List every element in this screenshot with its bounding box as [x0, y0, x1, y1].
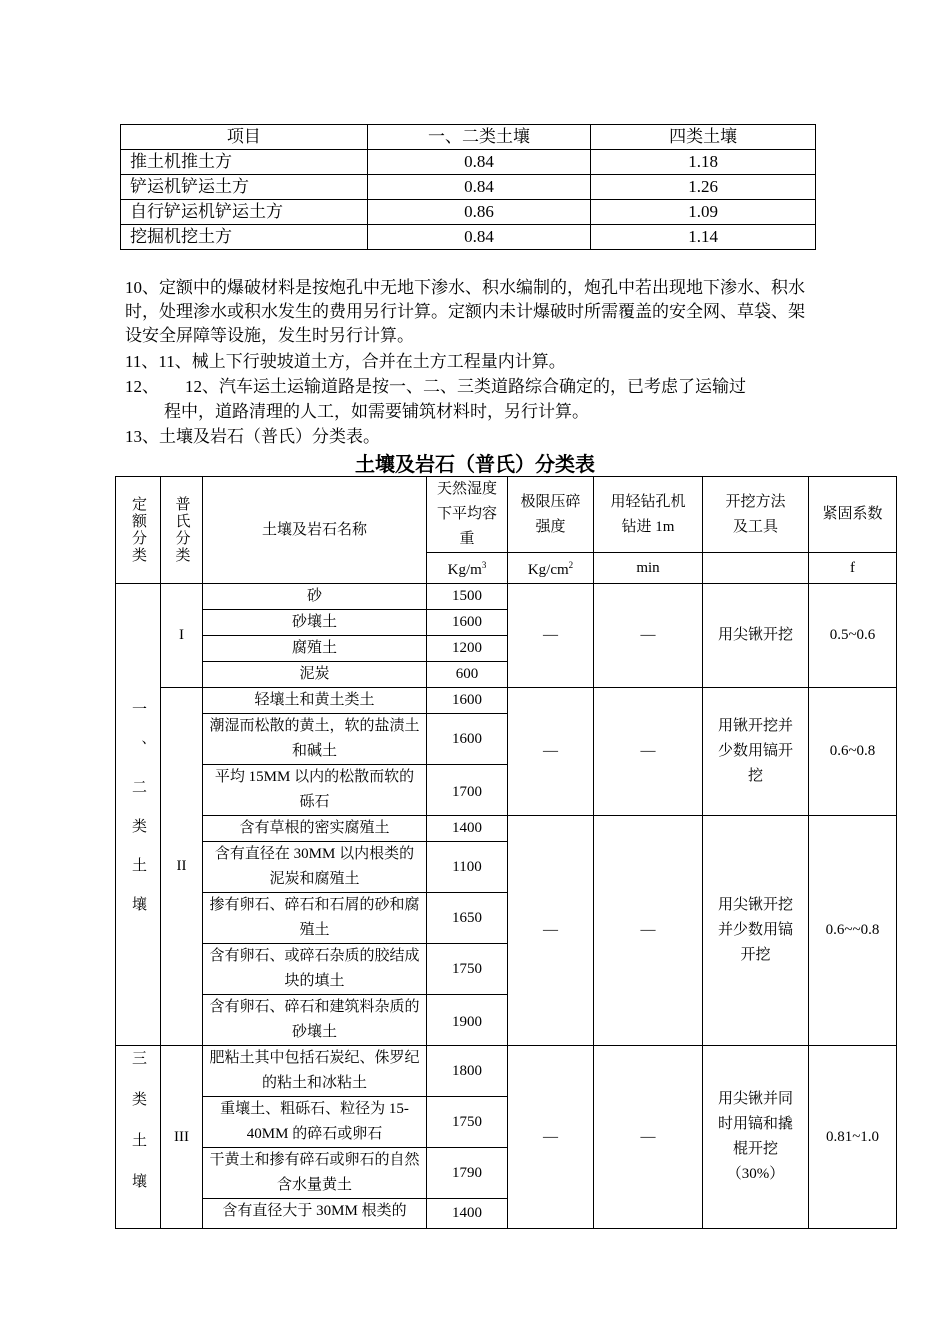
header-drill: 用轻钻孔机钻进 1m: [594, 477, 703, 553]
soil-density: 1790: [427, 1148, 508, 1199]
coef-value: 0.6~0.8: [809, 688, 897, 816]
drill-value: —: [594, 688, 703, 816]
header-name: 土壤及岩石名称: [203, 477, 427, 584]
row-value: 1.14: [591, 225, 816, 250]
soil-name: 含有草根的密实腐殖土: [203, 816, 427, 842]
unit-strength: $Kg/cm^2$: [508, 553, 594, 584]
soil-name: 含有卵石、或碎石杂质的胶结成块的填土: [203, 944, 427, 995]
group-class-3: 三类土壤: [116, 1046, 161, 1229]
soil-name: 砂壤土: [203, 610, 427, 636]
soil-density: 1600: [427, 688, 508, 714]
table-row: [116, 1046, 897, 1097]
row-value: 0.84: [367, 175, 591, 200]
soil-density: 1650: [427, 893, 508, 944]
table-row: [121, 150, 816, 175]
table-row: [121, 225, 816, 250]
group-class-1-2: 一、二类土壤: [116, 584, 161, 1046]
soil-name: 含有直径大于 30MM 根类的: [203, 1199, 427, 1229]
row-item: 挖掘机挖土方: [121, 225, 368, 250]
soil-name: 砂: [203, 584, 427, 610]
soil-density: 1700: [427, 765, 508, 816]
soil-density: 1600: [427, 714, 508, 765]
soil-classification-table: [115, 476, 897, 1229]
row-item: 推土机推土方: [121, 150, 368, 175]
soil-name: 泥炭: [203, 662, 427, 688]
paragraph-10: 10、定额中的爆破材料是按炮孔中无地下渗水、积水编制的，炮孔中若出现地下渗水、积水时，处理渗水或积水发生的费用另行计算。定额内未计爆破时所需覆盖的安全网、草袋、架设安全屏障等设施，发生时另行计算。: [125, 278, 805, 345]
coef-value: 0.81~1.0: [809, 1046, 897, 1229]
soil-name: 潮湿而松散的黄土，软的盐渍土和碱土: [203, 714, 427, 765]
table-row: [121, 175, 816, 200]
soil-name: 肥粘土其中包括石炭纪、侏罗纪的粘土和冰粘土: [203, 1046, 427, 1097]
drill-value: —: [594, 584, 703, 688]
paragraph-12-text: 12、汽车运土运输道路是按一、二、三类道路综合确定的，已考虑了运输过: [185, 377, 746, 396]
soil-density: 1600: [427, 610, 508, 636]
soil-density: 1750: [427, 1097, 508, 1148]
row-value: 0.86: [367, 200, 591, 225]
header-quota-class: 定额分类: [116, 477, 161, 584]
soil-name: 重壤土、粗砾石、粒径为 15-40MM 的碎石或卵石: [203, 1097, 427, 1148]
header-method: 开挖方法及工具: [703, 477, 809, 553]
method-value: 用尖锹并同时用镐和撬棍开挖（30%）: [703, 1046, 809, 1229]
table-row: [116, 584, 897, 610]
table-row: [116, 688, 897, 714]
classification-table-title: 土壤及岩石（普氏）分类表: [355, 452, 595, 476]
header-item: 项目: [121, 125, 368, 150]
unit-method: [703, 553, 809, 584]
soil-density: 1750: [427, 944, 508, 995]
soil-density: 1200: [427, 636, 508, 662]
strength-value: —: [508, 688, 594, 816]
header-soil-1-2: 一、二类土壤: [367, 125, 591, 150]
coef-value: 0.6~~0.8: [809, 816, 897, 1046]
coef-value: 0.5~0.6: [809, 584, 897, 688]
header-soil-4: 四类土壤: [591, 125, 816, 150]
pu-class-II: II: [161, 688, 203, 1046]
pu-class-III: III: [161, 1046, 203, 1229]
table-header-row: [116, 477, 897, 553]
row-value: 0.84: [367, 150, 591, 175]
pu-class-I: I: [161, 584, 203, 688]
soil-density: 600: [427, 662, 508, 688]
row-item: 自行铲运机铲运土方: [121, 200, 368, 225]
soil-density: 1800: [427, 1046, 508, 1097]
soil-name: 含有直径在 30MM 以内根类的泥炭和腐殖土: [203, 842, 427, 893]
header-strength: 极限压碎强度: [508, 477, 594, 553]
row-value: 1.18: [591, 150, 816, 175]
header-density: 天然湿度下平均容重: [427, 477, 508, 553]
drill-value: —: [594, 1046, 703, 1229]
paragraph-12-number: 12、: [125, 377, 159, 396]
header-pu-class: 普氏分类: [161, 477, 203, 584]
row-value: 1.26: [591, 175, 816, 200]
method-value: 用锹开挖并少数用镐开挖: [703, 688, 809, 816]
table-header-row: [121, 125, 816, 150]
soil-name: 轻壤土和黄土类土: [203, 688, 427, 714]
soil-density: 1400: [427, 816, 508, 842]
paragraph-12-continued: 程中，道路清理的人工，如需要铺筑材料时，另行计算。: [164, 402, 589, 421]
strength-value: —: [508, 584, 594, 688]
soil-name: 腐殖土: [203, 636, 427, 662]
soil-name: 干黄土和掺有碎石或卵石的自然含水量黄土: [203, 1148, 427, 1199]
paragraph-11: 11、11、械上下行驶坡道土方，合并在土方工程量内计算。: [125, 352, 566, 371]
row-value: 0.84: [367, 225, 591, 250]
method-value: 用尖锹开挖并少数用镐开挖: [703, 816, 809, 1046]
table-row: [121, 200, 816, 225]
method-value: 用尖锹开挖: [703, 584, 809, 688]
header-coef: 紧固系数: [809, 477, 897, 553]
unit-coef: f: [809, 553, 897, 584]
paragraph-13: 13、土壤及岩石（普氏）分类表。: [125, 427, 380, 446]
unit-density: $Kg/m^3$: [427, 553, 508, 584]
strength-value: —: [508, 1046, 594, 1229]
row-item: 铲运机铲运土方: [121, 175, 368, 200]
soil-density: 1500: [427, 584, 508, 610]
soil-name: 含有卵石、碎石和建筑料杂质的砂壤土: [203, 995, 427, 1046]
soil-density: 1100: [427, 842, 508, 893]
table-row: [116, 816, 897, 842]
soil-name: 平均 15MM 以内的松散而软的砾石: [203, 765, 427, 816]
unit-drill: min: [594, 553, 703, 584]
paragraph-12: [125, 375, 815, 399]
soil-name: 掺有卵石、碎石和石屑的砂和腐殖土: [203, 893, 427, 944]
drill-value: —: [594, 816, 703, 1046]
strength-value: —: [508, 816, 594, 1046]
soil-density: 1400: [427, 1199, 508, 1229]
row-value: 1.09: [591, 200, 816, 225]
soil-density: 1900: [427, 995, 508, 1046]
coefficient-table: [120, 124, 816, 250]
